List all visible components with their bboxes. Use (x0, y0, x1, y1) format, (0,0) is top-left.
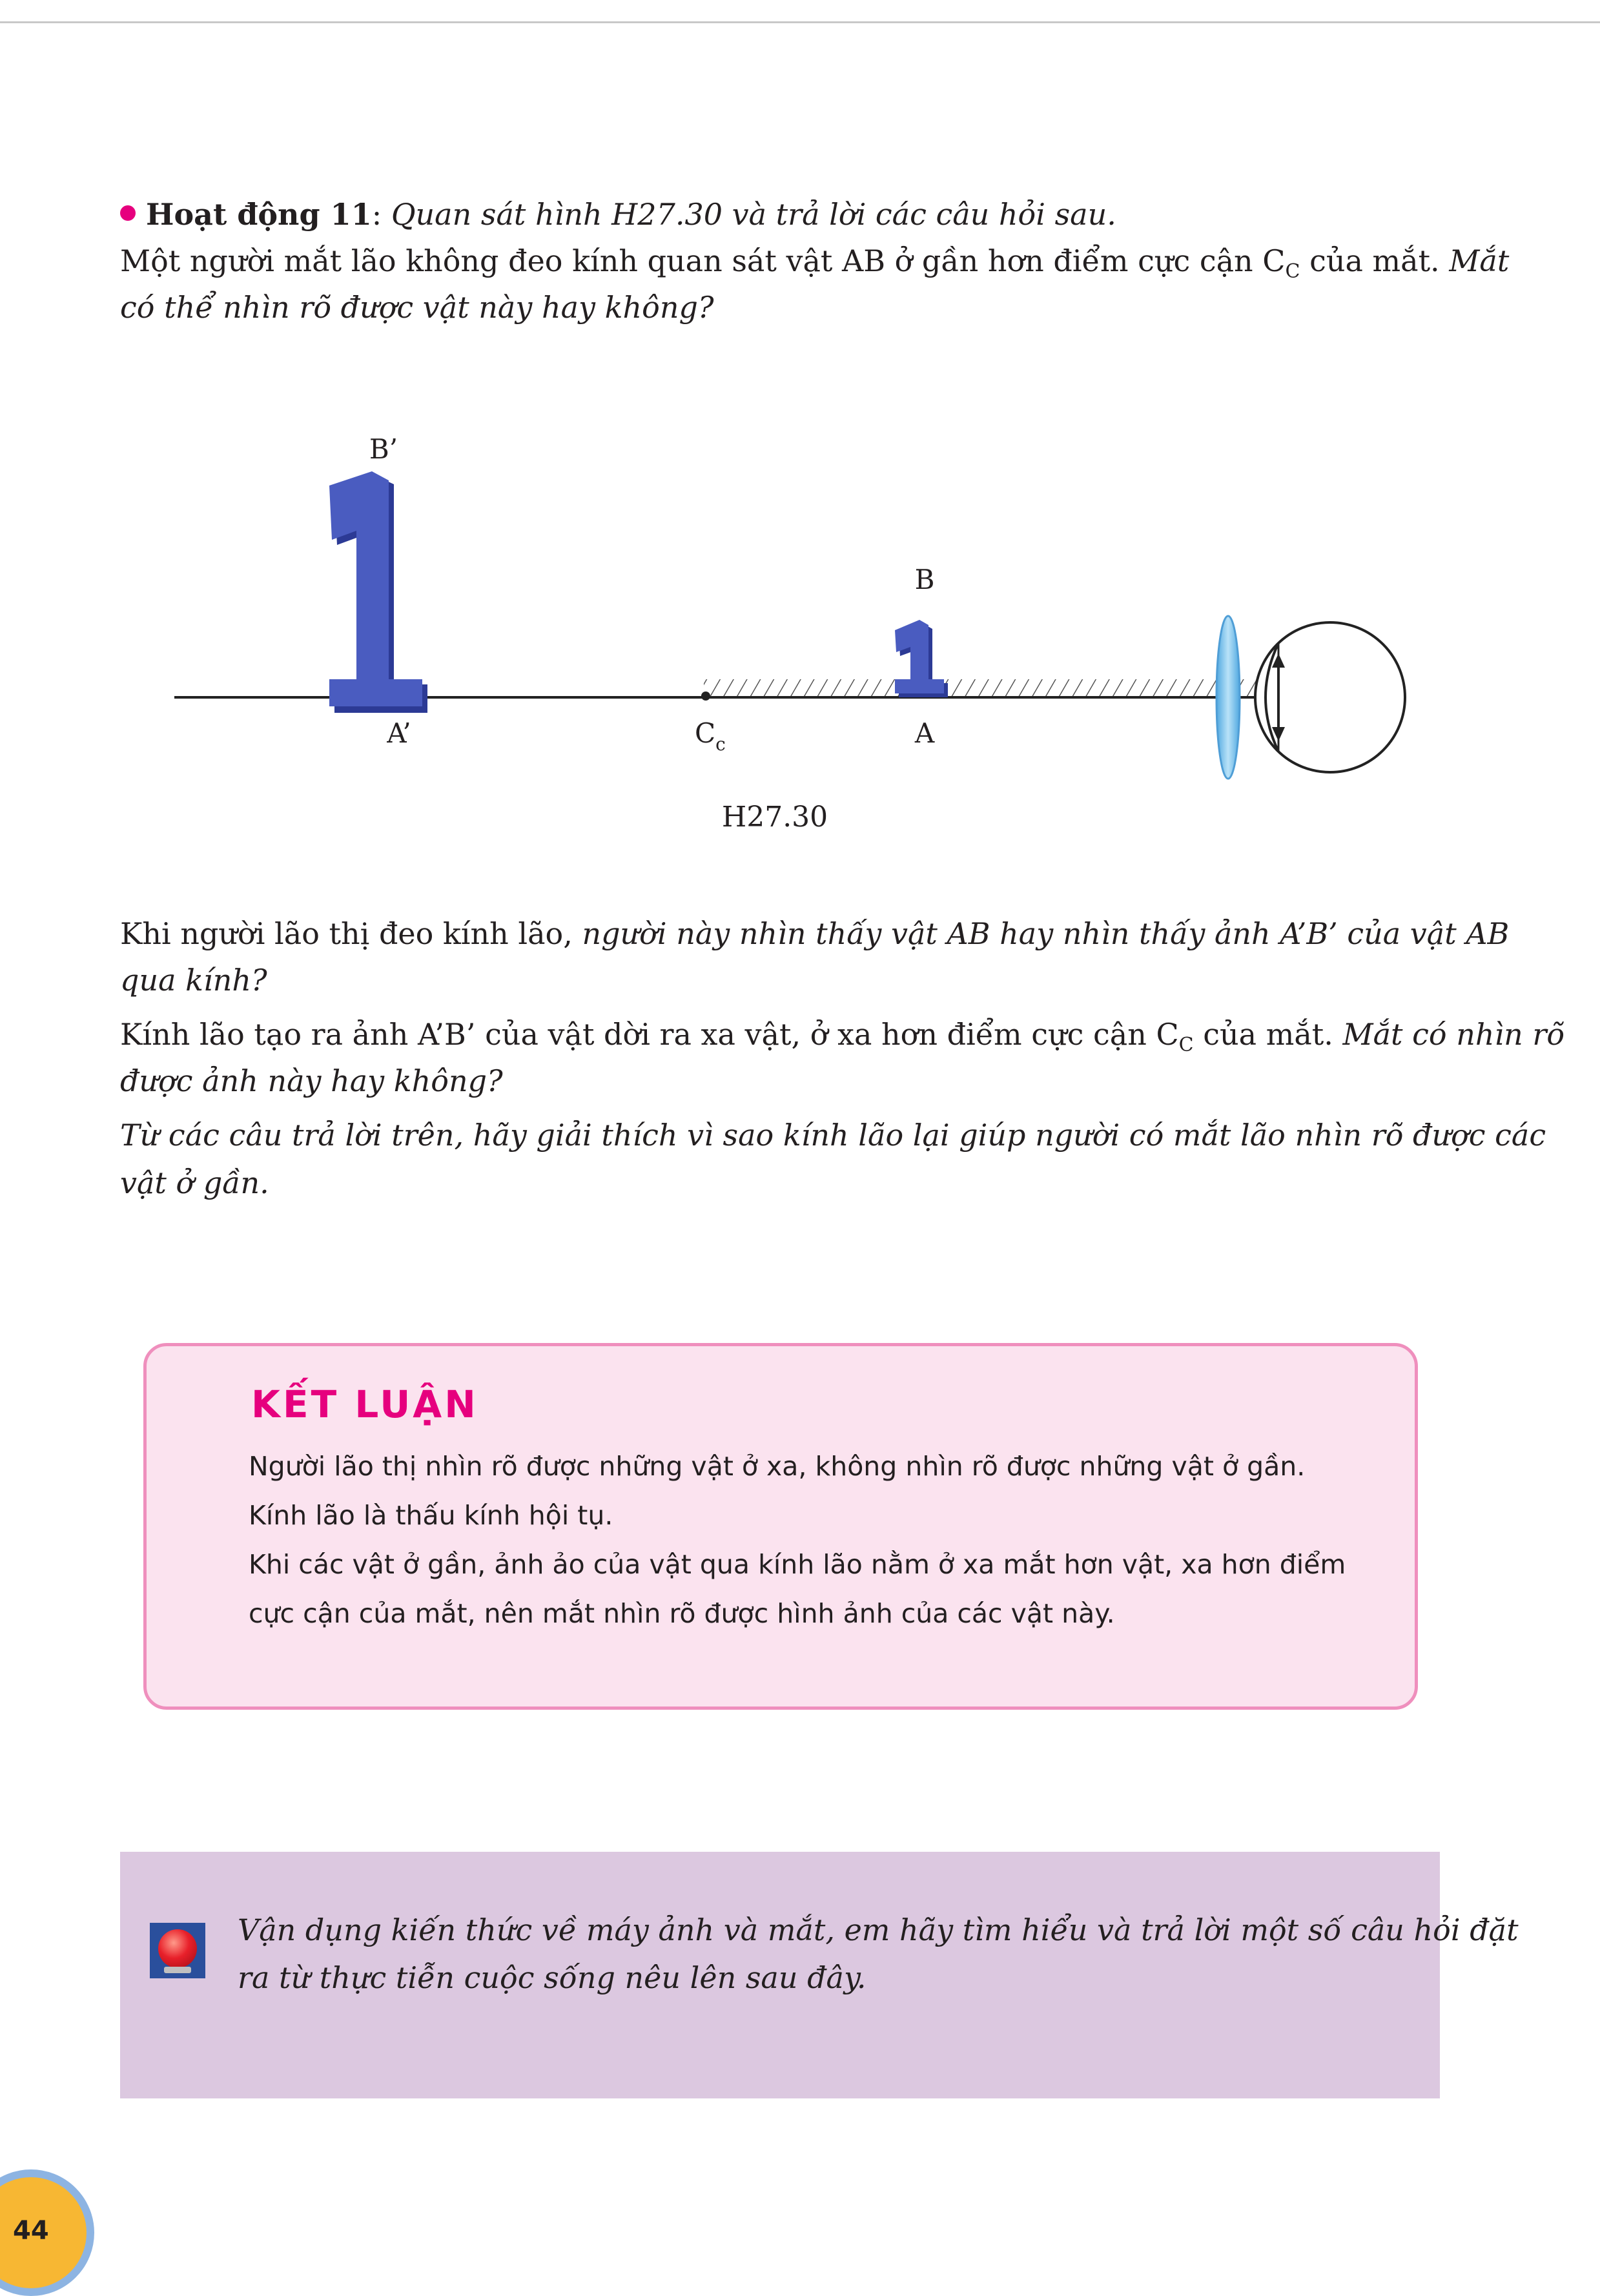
activity-title: Hoạt động 11 (146, 197, 372, 232)
near-point-dot (701, 692, 710, 701)
activity-11 (120, 191, 1510, 331)
top-rule (0, 21, 1600, 23)
question-1-cont: có thể nhìn rõ được vật này hay không? (120, 290, 714, 325)
figure-h27-30 (168, 426, 1427, 865)
question-2-cont: qua kính? (120, 963, 267, 998)
label-cc: $C_c$ (695, 717, 726, 755)
conclusion-line-4: cực cận của mắt, nên mắt nhìn rõ được hình ảnh của các vật này. (249, 1598, 1115, 1629)
question-4-cont: vật ở gần. (120, 1165, 269, 1200)
bullet-icon (120, 205, 136, 221)
page-number: 44 (13, 2216, 49, 2246)
question-2: Khi người lão thị đeo kính lão, người này nhìn thấy vật AB hay nhìn thấy ảnh A’B’ của vật AB (120, 916, 1510, 951)
hatched-region (704, 679, 1337, 696)
conclusion-title: KẾT LUẬN (251, 1382, 478, 1426)
alarm-light-icon (150, 1923, 205, 1978)
apply-box (120, 1852, 1519, 2098)
label-a: A (914, 717, 935, 749)
conclusion-line-1: Người lão thị nhìn rõ được những vật ở xa, không nhìn rõ được những vật ở gần. (249, 1451, 1306, 1482)
object-ab (895, 620, 948, 697)
converging-lens (1216, 616, 1240, 779)
image-a-prime-b-prime (329, 471, 427, 713)
question-3-cont: được ảnh này hay không? (120, 1063, 503, 1098)
label-b: B (914, 564, 935, 595)
question-3: Kính lão tạo ra ảnh A’B’ của vật dời ra xa vật, ở xa hơn điểm cực cận $C_C$ của mắt. Mắt có nhìn rõ (120, 1017, 1565, 1056)
conclusion-box (143, 1343, 1418, 1710)
figure-caption: H27.30 (721, 801, 828, 834)
conclusion-line-3: Khi các vật ở gần, ảnh ảo của vật qua kính lão nằm ở xa mắt hơn vật, xa hơn điểm (249, 1549, 1346, 1580)
label-a-prime: A’ (387, 717, 411, 749)
question-1: Một người mắt lão không đeo kính quan sát vật AB ở gần hơn điểm cực cận $C_C$ của mắt. Mắt (120, 243, 1510, 283)
activity-heading: Hoạt động 11: Quan sát hình H27.30 và trả lời các câu hỏi sau. (120, 191, 1444, 238)
apply-text: Vận dụng kiến thức về máy ảnh và mắt, em hãy tìm hiểu và trả lời một số câu hỏi đặt ra từ thực tiễn cuộc sống nêu lên sau đây. (238, 1912, 1519, 1995)
activity-instruction: Quan sát hình H27.30 và trả lời các câu hỏi sau. (382, 197, 1116, 232)
eye-diagram (1255, 622, 1405, 772)
conclusion-line-2: Kính lão là thấu kính hội tụ. (249, 1500, 613, 1531)
label-b-prime: B’ (369, 433, 398, 465)
question-4: Từ các câu trả lời trên, hãy giải thích vì sao kính lão lại giúp người có mắt lão nhìn rõ được các (120, 1118, 1546, 1153)
